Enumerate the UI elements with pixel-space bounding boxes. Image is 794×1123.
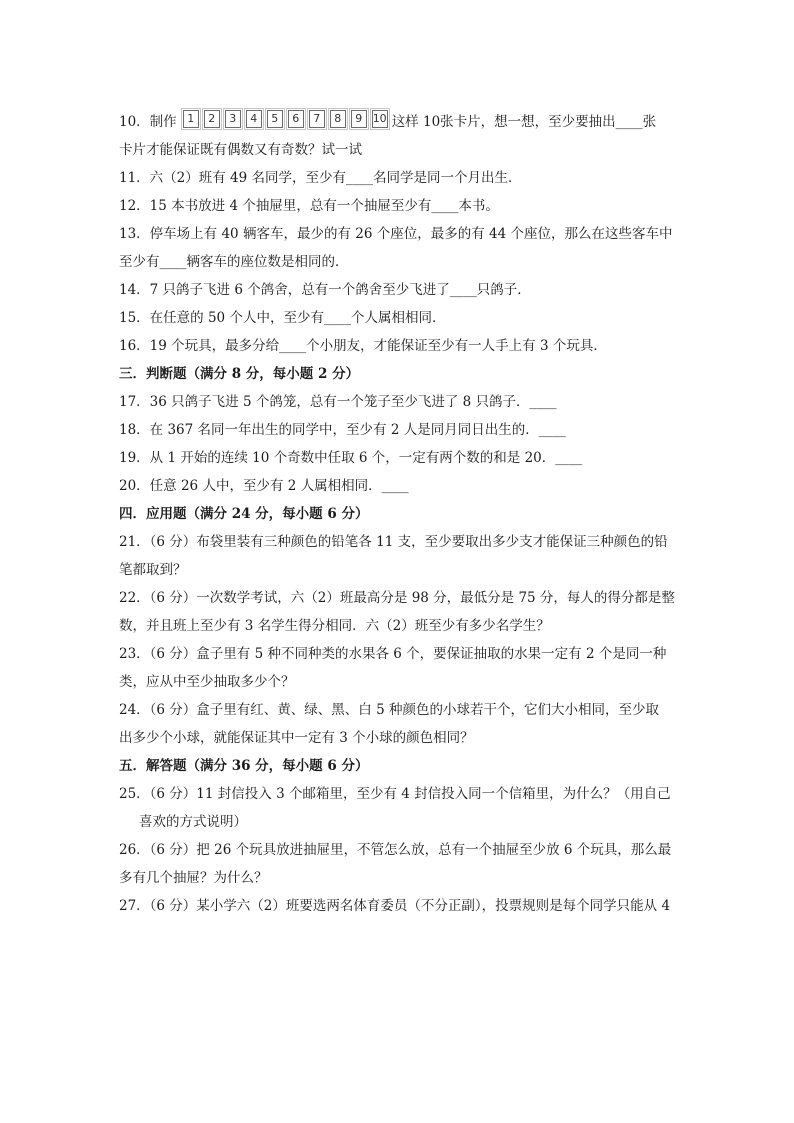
number-card: 2 [204, 110, 220, 128]
question-12: 12．15 本书放进 4 个抽屉里，总有一个抽屉至少有____本书。 [119, 198, 499, 214]
number-card: 3 [225, 110, 241, 128]
question-17: 17．36 只鸽子飞进 5 个鸽笼，总有一个笼子至少飞进了 8 只鸽子．____ [119, 394, 557, 410]
question-26-continued: 多有几个抽屉？为什么？ [119, 870, 268, 886]
number-card: 6 [288, 110, 304, 128]
question-13: 13．停车场上有 40 辆客车，最少的有 26 个座位，最多的有 44 个座位，那么在这些客车中 [119, 226, 673, 242]
number-card: 10 [372, 110, 388, 128]
section-heading-solution: 五．解答题（满分 36 分，每小题 6 分） [119, 758, 369, 774]
number-card: 9 [351, 110, 367, 128]
q10-prefix: 10．制作 [119, 114, 177, 130]
question-16: 16．19 个玩具，最多分给____个小朋友，才能保证至少有一人手上有 3 个玩具． [119, 338, 607, 354]
question-21-continued: 笔都取到？ [119, 562, 187, 578]
section-heading-application: 四．应用题（满分 24 分，每小题 6 分） [119, 506, 369, 522]
question-26: 26．（6 分）把 26 个玩具放进抽屉里，不管怎么放，总有一个抽屉至少放 6 个玩具，那么最 [119, 842, 672, 858]
question-27: 27．（6 分）某小学六（2）班要选两名体育委员（不分正副），投票规则是每个同学只能从 4 [119, 898, 671, 914]
number-card: 8 [330, 110, 346, 128]
number-card: 5 [267, 110, 283, 128]
number-cards [183, 110, 388, 128]
question-23-continued: 类，应从中至少抽取多少个？ [119, 674, 295, 690]
question-13-continued: 至少有____辆客车的座位数是相同的． [119, 254, 349, 270]
number-card: 1 [183, 110, 199, 128]
question-22: 22．（6 分）一次数学考试，六（2）班最高分是 98 分，最低分是 75 分，每人的得分都是整 [119, 590, 675, 606]
question-25: 25．（6 分）11 封信投入 3 个邮箱里，至少有 4 封信投入同一个信箱里，为什么？（用自己 [119, 786, 671, 802]
question-list [119, 108, 679, 920]
question-20: 20．任意 26 人中，至少有 2 人属相相同．____ [119, 478, 409, 494]
question-23: 23．（6 分）盒子里有 5 种不同种类的水果各 6 个，要保证抽取的水果一定有 2 个是同一种 [119, 646, 667, 662]
question-25-continued: 喜欢的方式说明） [139, 814, 247, 830]
question-14: 14．7 只鸽子飞进 6 个鸽舍，总有一个鸽舍至少飞进了____只鸽子． [119, 282, 531, 298]
question-21: 21．（6 分）布袋里装有三种颜色的铅笔各 11 支，至少要取出多少支才能保证三种颜色的铅 [119, 534, 668, 550]
q10-suffix: 这样 10张卡片，想一想，至少要抽出____张 [391, 114, 657, 130]
question-24-continued: 出多少个小球，就能保证其中一定有 3 个小球的颜色相同？ [119, 730, 474, 746]
question-19: 19．从 1 开始的连续 10 个奇数中任取 6 个，一定有两个数的和是 20．____ [119, 450, 583, 466]
question-11: 11．六（2）班有 49 名同学，至少有____名同学是同一个月出生． [119, 170, 522, 186]
question-18: 18．在 367 名同一年出生的同学中，至少有 2 人是同月同日出生的．____ [119, 422, 566, 438]
section-heading-judgement: 三．判断题（满分 8 分，每小题 2 分） [119, 366, 360, 382]
question-22-continued: 数，并且班上至少有 3 名学生得分相同．六（2）班至少有多少名学生？ [119, 618, 550, 634]
number-card: 4 [246, 110, 262, 128]
question-24: 24．（6 分）盒子里有红、黄、绿、黑、白 5 种颜色的小球若干个，它们大小相同，至少取 [119, 702, 659, 718]
question-10-continued: 卡片才能保证既有偶数又有奇数？试一试 [119, 142, 362, 158]
number-card: 7 [309, 110, 325, 128]
question-10 [119, 108, 679, 136]
question-15: 15．在任意的 50 个人中，至少有____个人属相相同． [119, 310, 446, 326]
